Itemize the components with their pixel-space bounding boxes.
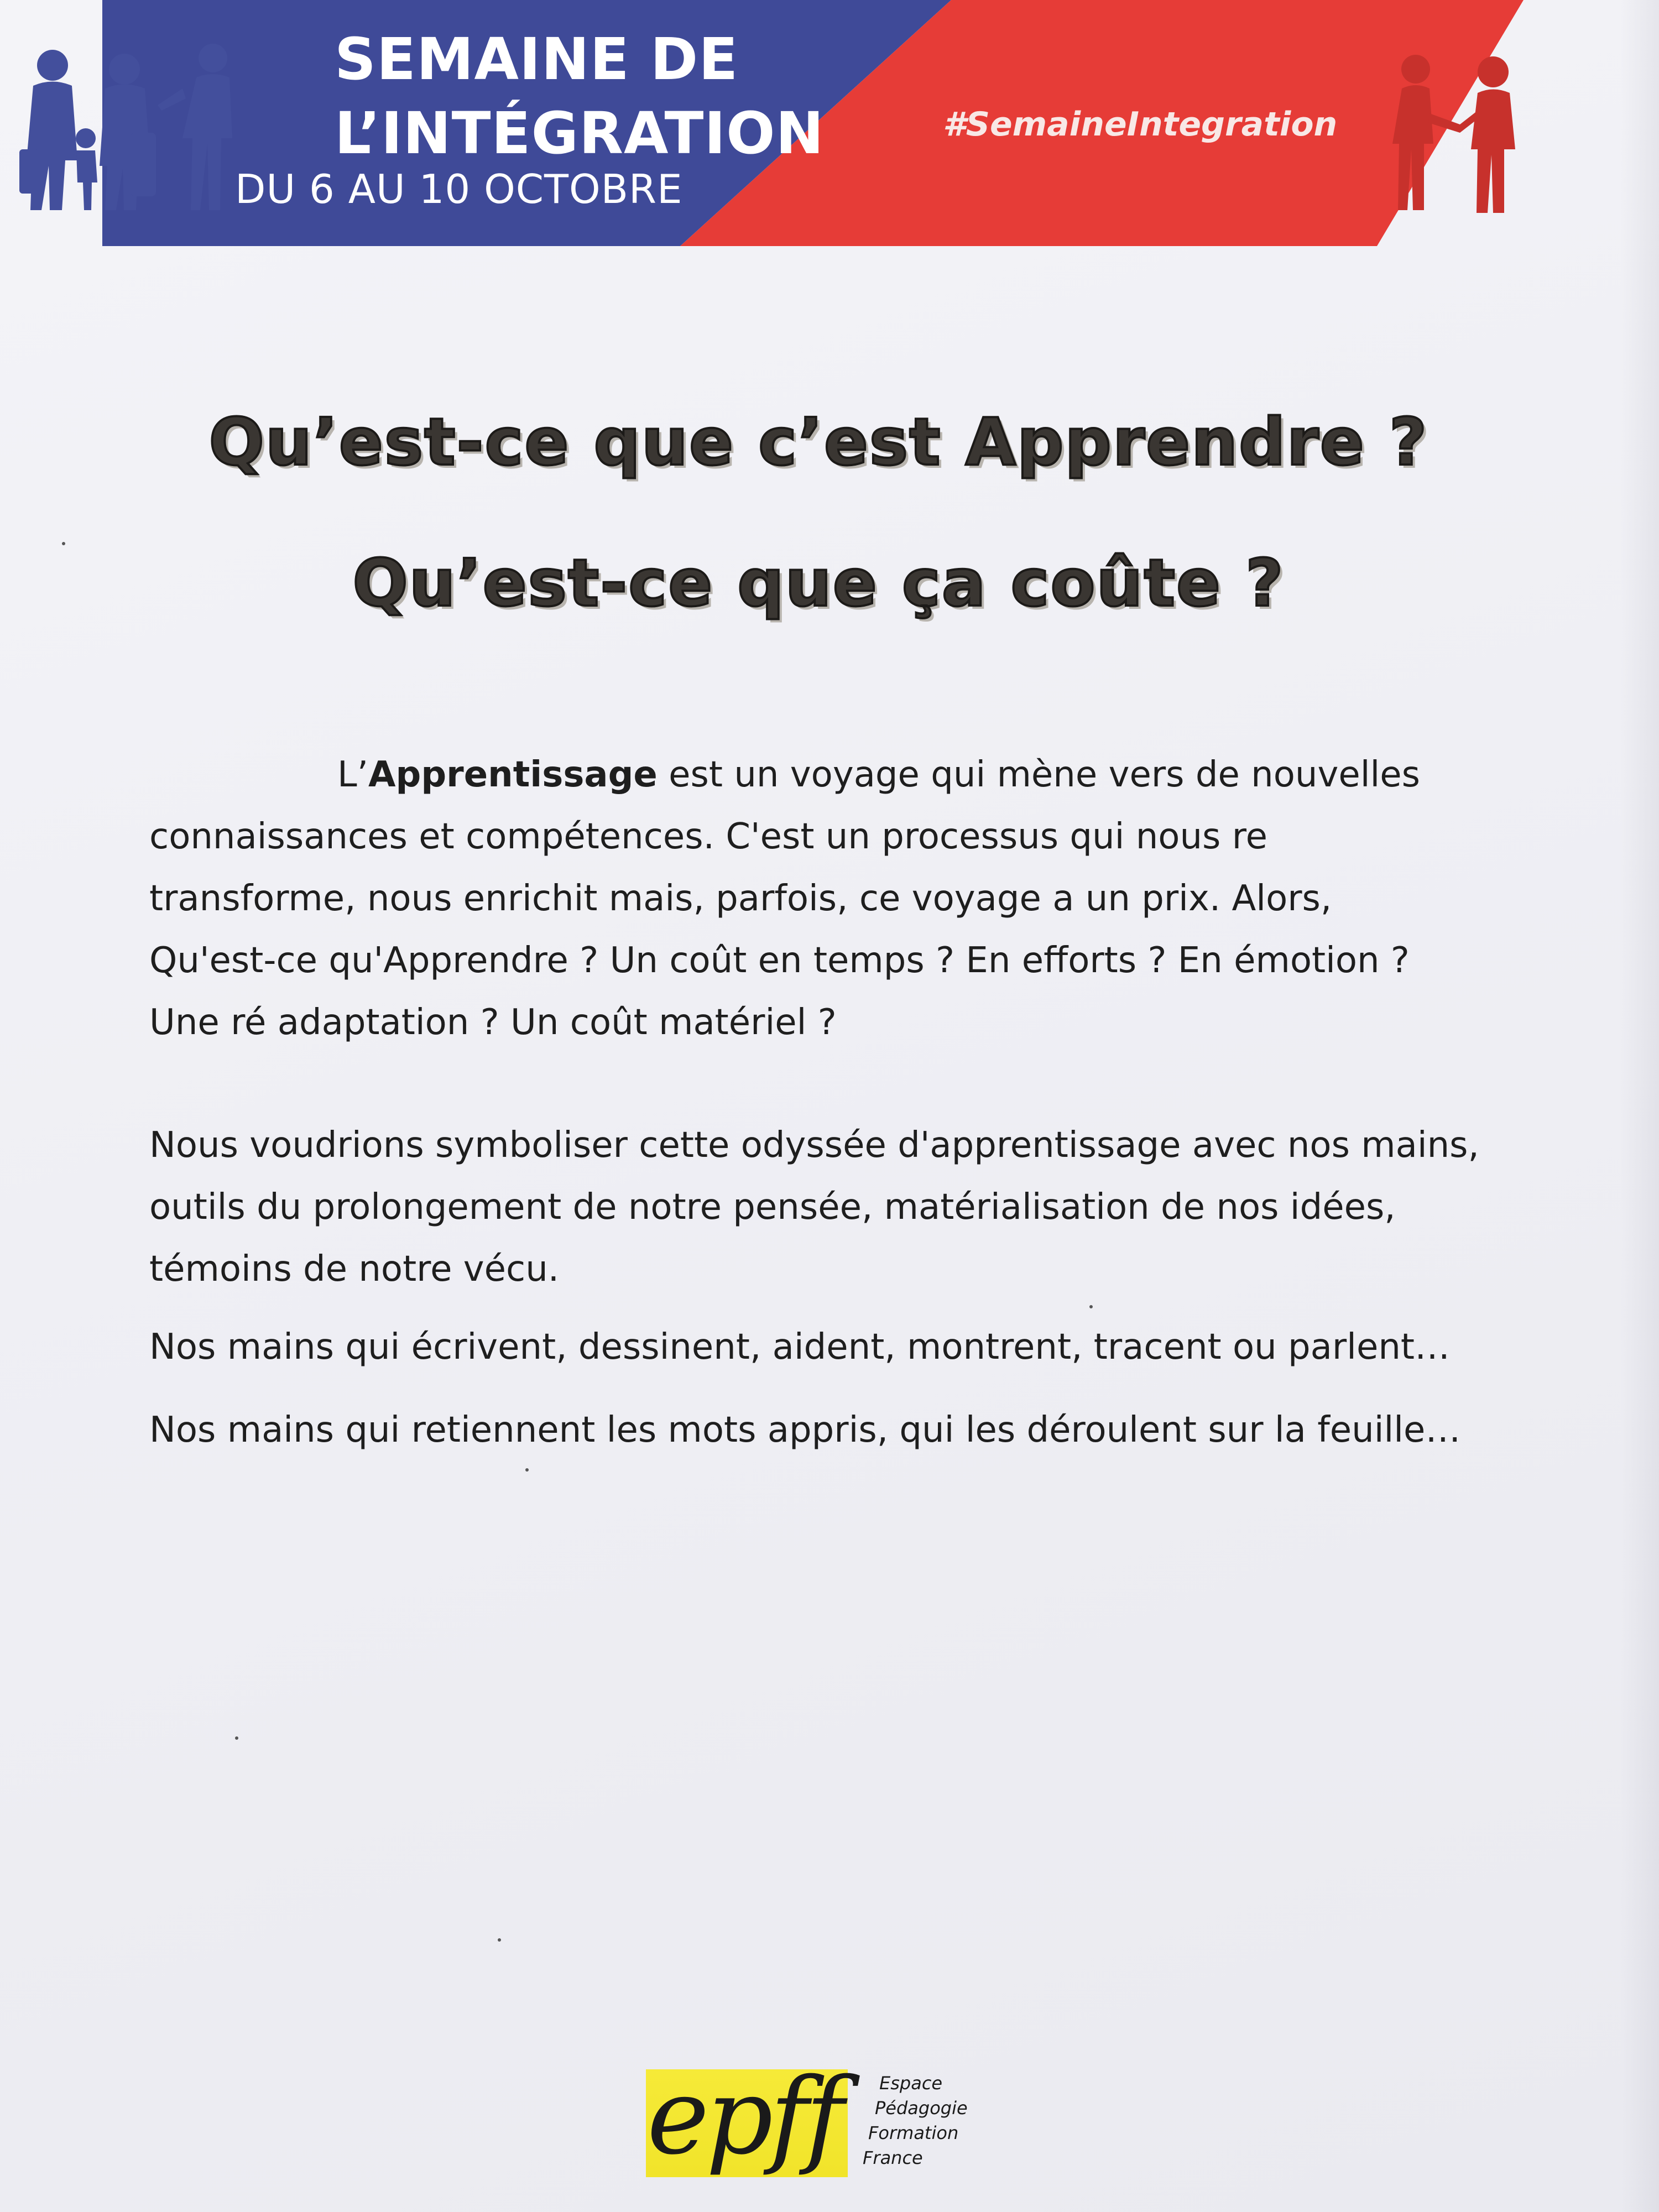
paragraph1-lead-start: L’ — [337, 754, 368, 795]
paragraph1-line1 — [149, 744, 1543, 806]
banner-title — [335, 22, 825, 170]
epff-word-france: France — [863, 2147, 923, 2168]
paragraph-hands-symbol — [149, 1114, 1543, 1300]
paragraph1-lead-bold: Apprentissage — [368, 754, 658, 795]
paper-edge-shadow — [1620, 0, 1659, 2212]
paragraph-hands-write — [149, 1316, 1543, 1378]
epff-word-espace: Espace — [879, 2073, 943, 2094]
main-heading-line1: Qu’est-ce que c’est Apprendre ? — [208, 404, 1428, 480]
paragraph-hands-retain — [149, 1399, 1543, 1461]
paragraph1-line5: Une ré adaptation ? Un coût matériel ? — [149, 1002, 837, 1043]
epff-word-formation: Formation — [868, 2122, 959, 2143]
epff-logo-mark: epff — [647, 2056, 841, 2178]
paragraph3-line: Nos mains qui écrivent, dessinent, aident, montrent, tracent ou parlent… — [149, 1327, 1450, 1368]
integration-week-banner — [0, 0, 1659, 246]
paper-speck — [525, 1468, 529, 1472]
banner-dates: DU 6 AU 10 OCTOBRE — [235, 166, 683, 212]
paragraph4-line: Nos mains qui retiennent les mots appris, qui les déroulent sur la feuille… — [149, 1410, 1461, 1451]
banner-title-line1: SEMAINE DE — [335, 25, 739, 93]
banner-hashtag: #SemaineIntegration — [943, 105, 1338, 144]
paragraph1-line3: transforme, nous enrichit mais, parfois, ce voyage a un prix. Alors, — [149, 878, 1332, 919]
paragraph1-line2: connaissances et compétences. C'est un processus qui nous re — [149, 816, 1267, 857]
epff-word-pedagogie: Pédagogie — [875, 2098, 968, 2119]
main-heading-line2: Qu’est-ce que ça coûte ? — [352, 545, 1285, 621]
paper-speck — [235, 1736, 238, 1740]
banner-title-line2: L’INTÉGRATION — [335, 100, 825, 167]
paragraph1-line1-rest: est un voyage qui mène vers de nouvelles — [657, 754, 1420, 795]
paragraph1-line4: Qu'est-ce qu'Apprendre ? Un coût en temps ? En efforts ? En émotion ? — [149, 940, 1410, 981]
paragraph2-line3: témoins de notre vécu. — [149, 1249, 560, 1290]
epff-logo-words — [863, 2071, 968, 2171]
paper-speck — [1089, 1305, 1093, 1308]
paper-speck — [498, 1938, 501, 1942]
paper-speck — [62, 542, 65, 545]
paragraph-introduction — [149, 744, 1543, 1053]
paragraph2-line1: Nous voudrions symboliser cette odyssée d'apprentissage avec nos mains, — [149, 1125, 1479, 1166]
paragraph2-line2: outils du prolongement de notre pensée, matérialisation de nos idées, — [149, 1187, 1396, 1228]
